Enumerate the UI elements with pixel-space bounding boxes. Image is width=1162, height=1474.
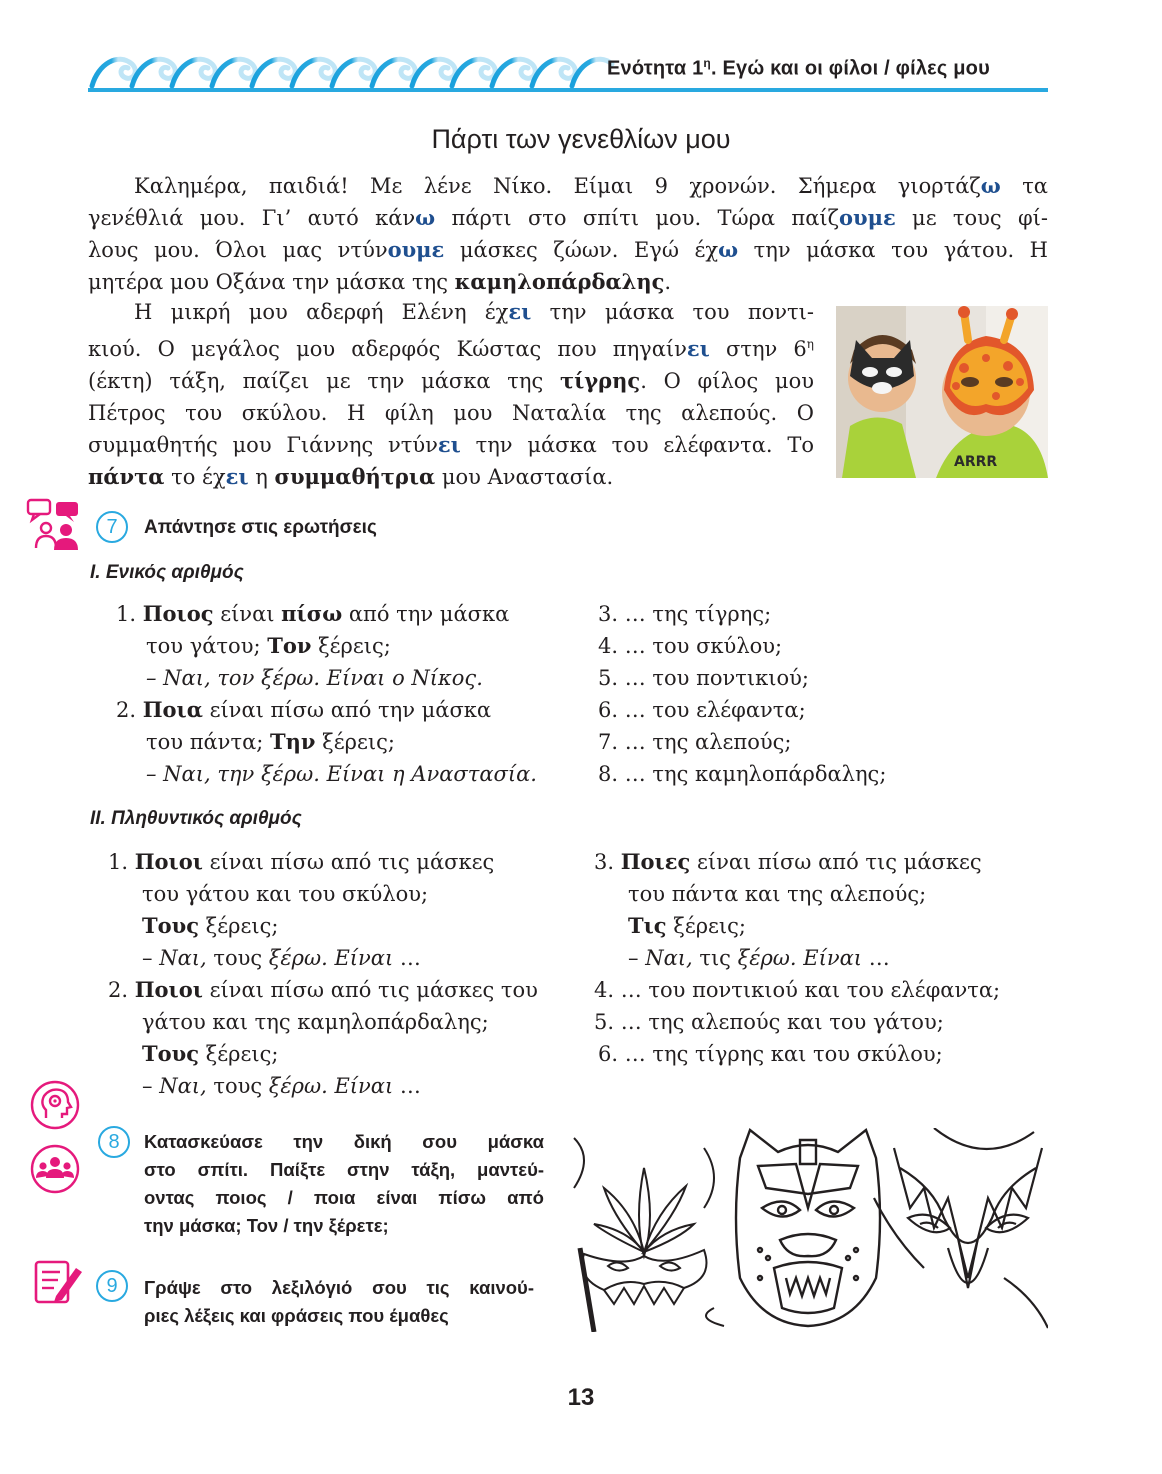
unit-title: Ενότητα $1^\eta$. Εγώ και οι φίλοι / φίλες μου <box>607 56 990 80</box>
list-item: 6. … του ελέφαντα; <box>598 698 806 722</box>
question-line: 1. Ποιοι είναι πίσω από τις μάσκες <box>108 849 495 874</box>
head-gear-icon <box>30 1080 80 1130</box>
page-title: Πάρτι των γενεθλίων μου <box>431 124 731 154</box>
list-item: 3. … της τίγρης; <box>598 602 772 626</box>
text-line: κιού. Ο μεγάλος μου αδερφός Κώστας που πηγαίνει στην $6^\eta$ <box>88 336 814 361</box>
plural-questions-right <box>594 846 1000 1070</box>
answer-line: – Ναι, τους ξέρω. Είναι … <box>142 1074 421 1098</box>
question-line: 2. Ποιοι είναι πίσω από τις μάσκες του <box>108 977 538 1002</box>
list-item: 7. … της αλεπούς; <box>598 730 792 754</box>
answer-line: – Ναι, τις ξέρω. Είναι … <box>628 946 890 970</box>
text-line: Κατασκεύασε την δική σου μάσκα <box>144 1131 544 1152</box>
answer-line: – Ναι, την ξέρω. Είναι η Αναστασία. <box>146 762 537 786</box>
question-line: του γάτου και του σκύλου; <box>142 882 429 906</box>
text-line: οντας ποιος / ποια είναι πίσω από <box>144 1187 544 1208</box>
list-item: 4. … του σκύλου; <box>598 634 783 658</box>
reading-paragraph-2 <box>88 296 814 493</box>
plural-questions-left <box>108 846 538 1102</box>
exercise-7-number: 7 <box>96 511 128 543</box>
text-line: ριες λέξεις και φράσεις που έμαθες <box>144 1305 449 1326</box>
text-line: μητέρα μου Οξάνα την μάσκα της καμηλοπάρδαλης. <box>88 269 672 294</box>
mask-drawings <box>564 1128 1048 1332</box>
question-line: γάτου και της καμηλοπάρδαλης; <box>142 1010 489 1034</box>
question-line: Τις ξέρεις; <box>628 913 746 938</box>
question-line: 1. Ποιος είναι πίσω από την μάσκα <box>116 601 510 626</box>
answer-line: – Ναι, τον ξέρω. Είναι ο Νίκος. <box>146 666 483 690</box>
text-line: Γράψε στο λεξιλόγιό σου τις καινού- <box>144 1277 534 1298</box>
svg-text:ARRR: ARRR <box>954 454 998 470</box>
dialogue-people-icon <box>26 496 82 552</box>
carnival-mask-drawing <box>574 1138 724 1332</box>
singular-questions-right <box>598 598 886 790</box>
answer-line: – Ναι, τους ξέρω. Είναι … <box>142 946 421 970</box>
notebook-pen-icon <box>32 1256 84 1308</box>
text-line: Καλημέρα, παιδιά! Με λένε Νίκο. Είμαι 9 χρονών. Σήμερα γιορτάζω τα <box>134 173 1048 198</box>
jaguar-mask-drawing <box>736 1130 880 1326</box>
question-line: Τους ξέρεις; <box>142 1041 279 1066</box>
list-item: 5. … του ποντικιού; <box>598 666 809 690</box>
group-people-icon <box>30 1144 80 1194</box>
question-line: του γάτου; Τον ξέρεις; <box>146 633 391 658</box>
list-item: 6. … της τίγρης και του σκύλου; <box>598 1042 943 1066</box>
singular-questions-left <box>116 598 537 790</box>
exercise-8-instruction <box>144 1128 544 1240</box>
section-singular-heading: Ι. Ενικός αριθμός <box>90 562 244 583</box>
text-line: πάντα το έχει η συμμαθήτρια μου Αναστασία. <box>88 464 614 489</box>
section-plural-heading: ΙΙ. Πληθυντικός αριθμός <box>90 808 302 829</box>
text-line: γενέθλιά μου. Γι’ αυτό κάνω πάρτι στο σπίτι μου. Τώρα παίζουμε με τους φί- <box>88 205 1049 230</box>
list-item: 8. … της καμηλοπάρδαλης; <box>598 762 887 786</box>
header-rule <box>88 88 1048 92</box>
children-masks-photo <box>836 306 1048 478</box>
text-line: στο σπίτι. Παίξτε στην τάξη, μαντεύ- <box>144 1159 544 1180</box>
exercise-9-number: 9 <box>96 1270 128 1302</box>
exercise-8-number: 8 <box>98 1126 130 1158</box>
question-line: 3. Ποιες είναι πίσω από τις μάσκες <box>594 849 982 874</box>
text-line: λους μου. Όλοι μας ντύνουμε μάσκες ζώων. Εγώ έχω την μάσκα του γάτου. Η <box>88 237 1048 262</box>
text-line: (έκτη) τάξη, παίζει με την μάσκα της τίγρης. Ο φίλος μου <box>88 368 814 393</box>
question-line: 2. Ποια είναι πίσω από την μάσκα <box>116 697 492 722</box>
page-number: 13 <box>567 1384 595 1411</box>
exercise-9-instruction <box>144 1274 534 1330</box>
text-line: Πέτρος του σκύλου. Η φίλη μου Ναταλία της αλεπούς. Ο <box>88 401 814 425</box>
exercise-7-title: Απάντησε στις ερωτήσεις <box>144 517 377 538</box>
question-line: του πάντα και της αλεπούς; <box>628 882 927 906</box>
fox-mask-drawing <box>874 1128 1048 1328</box>
reading-paragraph-1 <box>88 170 1048 298</box>
text-line: συμμαθητής μου Γιάννης ντύνει την μάσκα του ελέφαντα. Το <box>88 432 814 457</box>
question-line: Τους ξέρεις; <box>142 913 279 938</box>
text-line: την μάσκα; Τον / την ξέρετε; <box>144 1215 389 1236</box>
list-item: 4. … του ποντικιού και του ελέφαντα; <box>594 978 1001 1002</box>
question-line: του πάντα; Την ξέρεις; <box>146 729 395 754</box>
list-item: 5. … της αλεπούς και του γάτου; <box>594 1010 944 1034</box>
text-line: Η μικρή μου αδερφή Ελένη έχει την μάσκα του ποντι- <box>134 299 814 324</box>
